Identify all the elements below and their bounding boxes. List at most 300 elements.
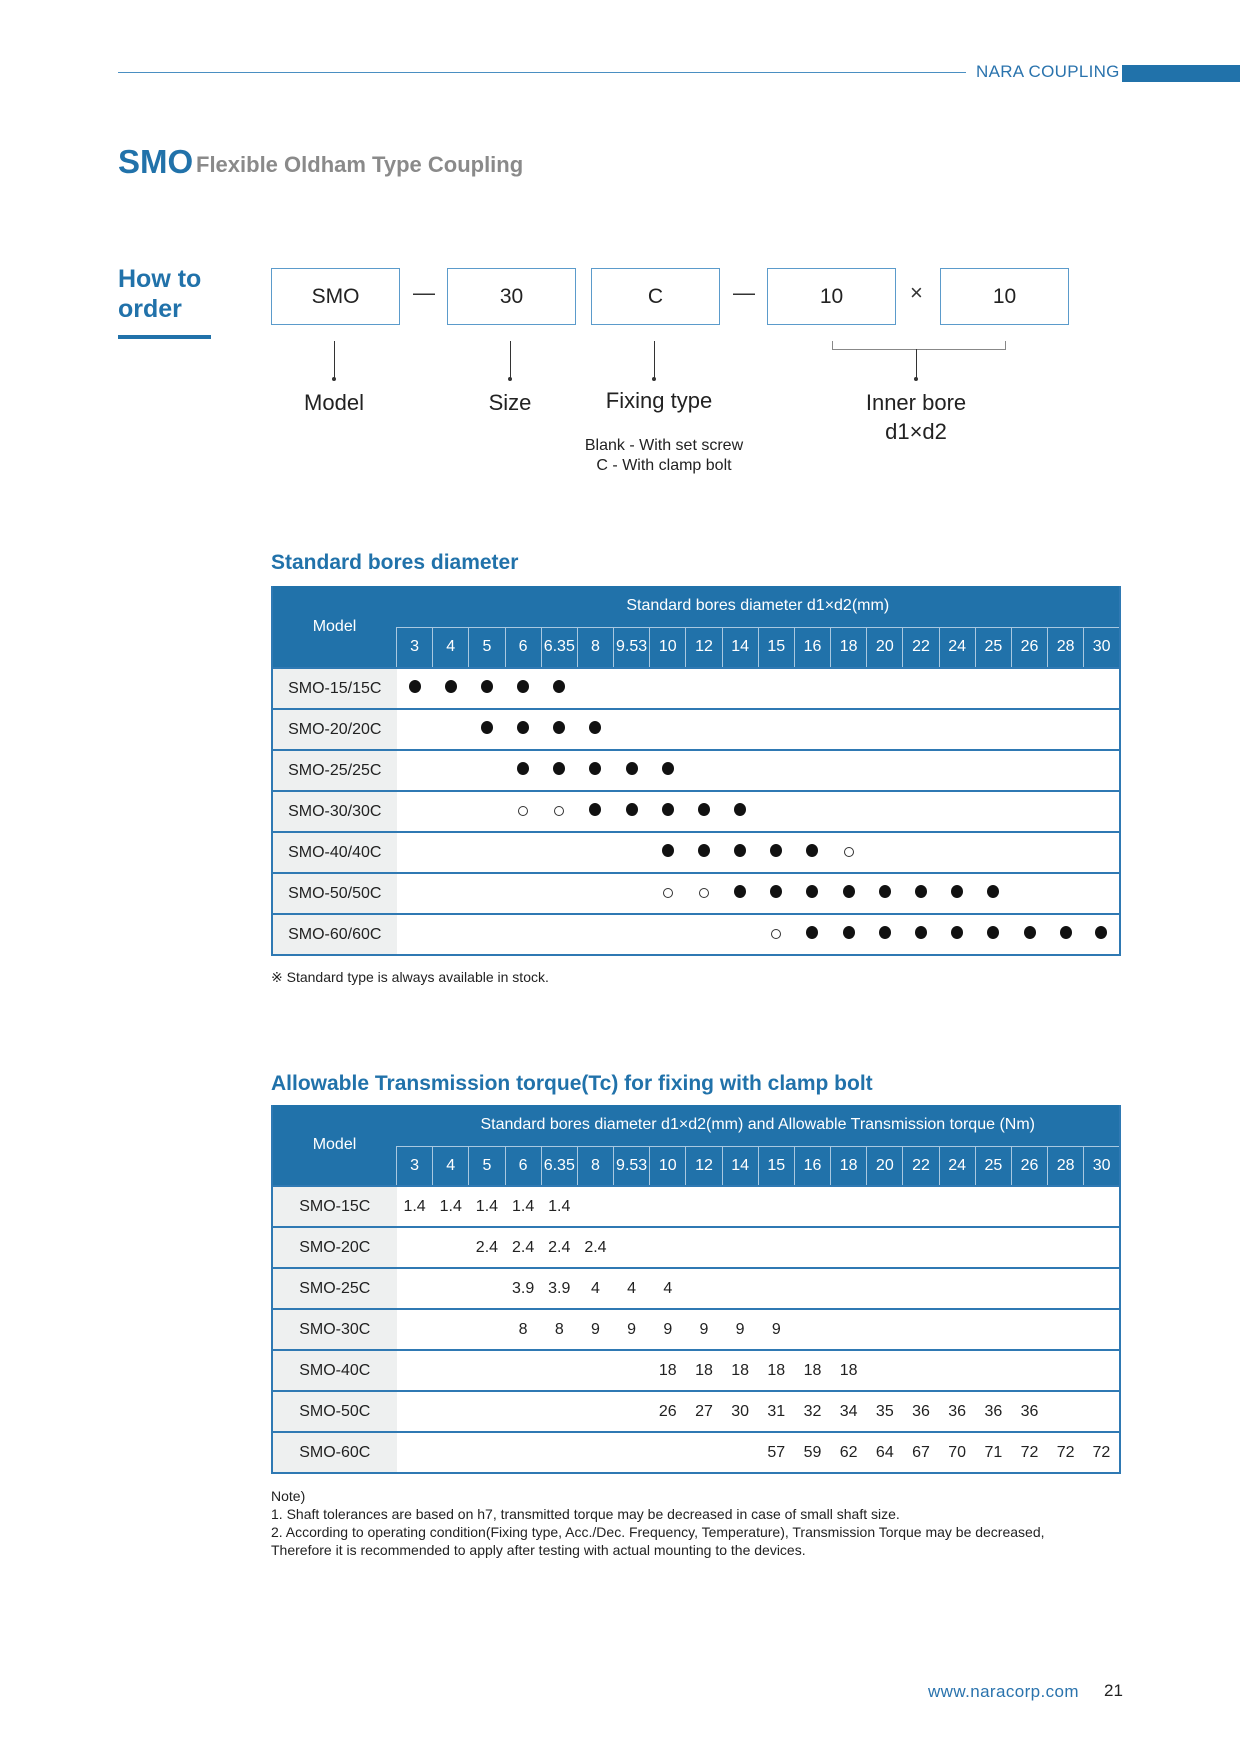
torque-cell: 1.4 bbox=[469, 1186, 505, 1227]
filled-circle-icon bbox=[553, 762, 565, 775]
availability-cell bbox=[433, 668, 469, 709]
torque-cell: 35 bbox=[867, 1391, 903, 1432]
availability-cell bbox=[397, 750, 433, 791]
torque-cell: 2.4 bbox=[577, 1227, 613, 1268]
availability-cell bbox=[939, 873, 975, 914]
torque-cell bbox=[614, 1391, 650, 1432]
torque-cell bbox=[903, 1309, 939, 1350]
availability-cell bbox=[686, 832, 722, 873]
size-header-cell: 6.35 bbox=[541, 1146, 577, 1186]
size-header-cell: 10 bbox=[650, 627, 686, 668]
torque-cell bbox=[1048, 1268, 1084, 1309]
torque-cell: 9 bbox=[577, 1309, 613, 1350]
size-header-cell: 30 bbox=[1084, 627, 1120, 668]
torque-cell bbox=[722, 1186, 758, 1227]
size-header-cell: 18 bbox=[831, 1146, 867, 1186]
torque-cell bbox=[686, 1186, 722, 1227]
fixing-note-c: C - With clamp bolt bbox=[596, 457, 732, 474]
fixing-type-notes bbox=[554, 436, 774, 476]
heading-underline bbox=[118, 335, 211, 339]
availability-cell bbox=[1011, 791, 1047, 832]
table-row bbox=[272, 1350, 1120, 1391]
filled-circle-icon bbox=[951, 885, 963, 898]
availability-cell bbox=[469, 914, 505, 955]
table-row bbox=[272, 1432, 1120, 1473]
torque-cell bbox=[541, 1432, 577, 1473]
torque-cell bbox=[794, 1309, 830, 1350]
torque-cell: 18 bbox=[722, 1350, 758, 1391]
torque-cell bbox=[577, 1391, 613, 1432]
availability-cell bbox=[469, 873, 505, 914]
availability-cell bbox=[903, 791, 939, 832]
bores-table bbox=[271, 586, 1121, 956]
label-inner-bore-line2: d1×d2 bbox=[885, 419, 947, 444]
torque-cell: 57 bbox=[758, 1432, 794, 1473]
availability-cell bbox=[686, 709, 722, 750]
torque-cell: 36 bbox=[1011, 1391, 1047, 1432]
torque-cell bbox=[867, 1186, 903, 1227]
availability-cell bbox=[758, 750, 794, 791]
connector-dot bbox=[652, 377, 656, 381]
open-circle-icon bbox=[554, 806, 564, 816]
torque-cell bbox=[505, 1432, 541, 1473]
table-row bbox=[272, 1391, 1120, 1432]
torque-cell bbox=[1011, 1309, 1047, 1350]
torque-cell bbox=[831, 1227, 867, 1268]
filled-circle-icon bbox=[843, 885, 855, 898]
availability-cell bbox=[614, 832, 650, 873]
availability-cell bbox=[831, 873, 867, 914]
size-header-cell: 8 bbox=[577, 627, 613, 668]
torque-cell: 9 bbox=[614, 1309, 650, 1350]
model-cell: SMO-40C bbox=[272, 1350, 397, 1391]
size-header-cell: 12 bbox=[686, 1146, 722, 1186]
group-header: Standard bores diameter d1×d2(mm) and Allowable Transmission torque (Nm) bbox=[397, 1105, 1121, 1146]
table-row bbox=[272, 1268, 1120, 1309]
size-header-cell: 28 bbox=[1048, 1146, 1084, 1186]
availability-cell bbox=[758, 709, 794, 750]
order-separator-dash: — bbox=[733, 280, 755, 305]
availability-cell bbox=[433, 914, 469, 955]
torque-cell bbox=[1084, 1227, 1120, 1268]
availability-cell bbox=[577, 832, 613, 873]
filled-circle-icon bbox=[662, 803, 674, 816]
availability-cell bbox=[1084, 668, 1120, 709]
size-header-cell: 5 bbox=[469, 627, 505, 668]
torque-cell: 2.4 bbox=[505, 1227, 541, 1268]
torque-cell bbox=[794, 1227, 830, 1268]
availability-cell bbox=[758, 873, 794, 914]
torque-cell: 26 bbox=[650, 1391, 686, 1432]
torque-cell bbox=[831, 1186, 867, 1227]
torque-cell bbox=[686, 1268, 722, 1309]
bores-section-title: Standard bores diameter bbox=[271, 551, 519, 574]
availability-cell bbox=[939, 914, 975, 955]
size-header-cell: 20 bbox=[867, 1146, 903, 1186]
model-cell: SMO-30/30C bbox=[272, 791, 397, 832]
torque-cell bbox=[975, 1268, 1011, 1309]
size-header-cell: 25 bbox=[975, 1146, 1011, 1186]
torque-cell: 9 bbox=[722, 1309, 758, 1350]
availability-cell bbox=[975, 832, 1011, 873]
torque-cell: 64 bbox=[867, 1432, 903, 1473]
size-header-cell: 6.35 bbox=[541, 627, 577, 668]
availability-cell bbox=[1048, 832, 1084, 873]
filled-circle-icon bbox=[698, 803, 710, 816]
torque-cell: 1.4 bbox=[433, 1186, 469, 1227]
availability-cell bbox=[975, 873, 1011, 914]
availability-cell bbox=[505, 750, 541, 791]
filled-circle-icon bbox=[770, 844, 782, 857]
availability-cell bbox=[939, 750, 975, 791]
availability-cell bbox=[397, 791, 433, 832]
torque-cell bbox=[686, 1227, 722, 1268]
torque-cell bbox=[1084, 1186, 1120, 1227]
torque-cell bbox=[1084, 1309, 1120, 1350]
filled-circle-icon bbox=[734, 885, 746, 898]
torque-cell bbox=[939, 1309, 975, 1350]
torque-section-title: Allowable Transmission torque(Tc) for fixing with clamp bolt bbox=[271, 1072, 873, 1095]
availability-cell bbox=[939, 709, 975, 750]
availability-cell bbox=[831, 791, 867, 832]
torque-cell: 72 bbox=[1011, 1432, 1047, 1473]
model-cell: SMO-15/15C bbox=[272, 668, 397, 709]
size-header-cell: 22 bbox=[903, 627, 939, 668]
torque-cell bbox=[831, 1309, 867, 1350]
torque-cell bbox=[867, 1227, 903, 1268]
filled-circle-icon bbox=[517, 721, 529, 734]
availability-cell bbox=[614, 709, 650, 750]
availability-cell bbox=[1048, 709, 1084, 750]
availability-cell bbox=[577, 709, 613, 750]
availability-cell bbox=[758, 832, 794, 873]
torque-cell: 1.4 bbox=[541, 1186, 577, 1227]
torque-cell bbox=[650, 1432, 686, 1473]
table-row bbox=[272, 1227, 1120, 1268]
availability-cell bbox=[975, 709, 1011, 750]
fixing-note-blank: Blank - With set screw bbox=[584, 437, 744, 454]
size-header-cell: 4 bbox=[433, 1146, 469, 1186]
table-row bbox=[272, 668, 1120, 709]
model-column-header: Model bbox=[272, 586, 397, 668]
availability-cell bbox=[469, 832, 505, 873]
torque-cell bbox=[433, 1309, 469, 1350]
size-header-cell: 6 bbox=[505, 627, 541, 668]
size-header-cell: 9.53 bbox=[614, 1146, 650, 1186]
torque-cell: 18 bbox=[650, 1350, 686, 1391]
product-subtitle: Flexible Oldham Type Coupling bbox=[196, 152, 524, 177]
torque-cell bbox=[867, 1350, 903, 1391]
availability-cell bbox=[794, 873, 830, 914]
torque-cell: 30 bbox=[722, 1391, 758, 1432]
availability-cell bbox=[867, 791, 903, 832]
torque-cell bbox=[1084, 1268, 1120, 1309]
filled-circle-icon bbox=[481, 680, 493, 693]
product-code: SMO bbox=[118, 143, 194, 180]
availability-cell bbox=[433, 791, 469, 832]
torque-cell bbox=[614, 1186, 650, 1227]
filled-circle-icon bbox=[626, 762, 638, 775]
availability-cell bbox=[1084, 873, 1120, 914]
availability-cell bbox=[614, 791, 650, 832]
availability-cell bbox=[722, 668, 758, 709]
filled-circle-icon bbox=[517, 762, 529, 775]
torque-cell: 9 bbox=[686, 1309, 722, 1350]
availability-cell bbox=[939, 791, 975, 832]
torque-cell bbox=[1048, 1391, 1084, 1432]
availability-cell bbox=[650, 791, 686, 832]
connector-line bbox=[334, 341, 335, 379]
filled-circle-icon bbox=[1095, 926, 1107, 939]
filled-circle-icon bbox=[1024, 926, 1036, 939]
torque-cell bbox=[722, 1432, 758, 1473]
filled-circle-icon bbox=[915, 926, 927, 939]
torque-cell bbox=[794, 1268, 830, 1309]
filled-circle-icon bbox=[589, 721, 601, 734]
availability-cell bbox=[794, 914, 830, 955]
filled-circle-icon bbox=[806, 885, 818, 898]
open-circle-icon bbox=[844, 847, 854, 857]
availability-cell bbox=[686, 791, 722, 832]
availability-cell bbox=[794, 668, 830, 709]
torque-cell bbox=[505, 1391, 541, 1432]
size-header-cell: 6 bbox=[505, 1146, 541, 1186]
label-size: Size bbox=[488, 390, 532, 415]
order-separator-times: × bbox=[910, 280, 923, 305]
torque-cell bbox=[758, 1268, 794, 1309]
torque-cell bbox=[1011, 1350, 1047, 1391]
availability-cell bbox=[867, 914, 903, 955]
label-inner-bore-line1: Inner bore bbox=[865, 390, 967, 415]
note-line: 1. Shaft tolerances are based on h7, transmitted torque may be decreased in case of small shaft size. bbox=[271, 1506, 900, 1522]
connector-dot bbox=[914, 377, 918, 381]
availability-cell bbox=[469, 791, 505, 832]
availability-cell bbox=[794, 791, 830, 832]
size-header-cell: 3 bbox=[397, 627, 433, 668]
availability-cell bbox=[505, 873, 541, 914]
torque-cell: 18 bbox=[831, 1350, 867, 1391]
availability-cell bbox=[975, 668, 1011, 709]
label-model: Model bbox=[304, 390, 364, 415]
torque-cell bbox=[650, 1186, 686, 1227]
torque-cell bbox=[722, 1227, 758, 1268]
availability-cell bbox=[505, 668, 541, 709]
availability-cell bbox=[686, 873, 722, 914]
filled-circle-icon bbox=[1060, 926, 1072, 939]
filled-circle-icon bbox=[589, 762, 601, 775]
availability-cell bbox=[1084, 750, 1120, 791]
group-header: Standard bores diameter d1×d2(mm) bbox=[397, 586, 1121, 627]
torque-cell bbox=[577, 1186, 613, 1227]
torque-cell: 62 bbox=[831, 1432, 867, 1473]
availability-cell bbox=[831, 668, 867, 709]
availability-cell bbox=[903, 914, 939, 955]
availability-cell bbox=[541, 709, 577, 750]
model-cell: SMO-20/20C bbox=[272, 709, 397, 750]
filled-circle-icon bbox=[445, 680, 457, 693]
availability-cell bbox=[397, 873, 433, 914]
torque-cell bbox=[722, 1268, 758, 1309]
order-box-size: 30 bbox=[447, 268, 576, 325]
connector-line bbox=[654, 341, 655, 379]
availability-cell bbox=[1011, 832, 1047, 873]
availability-cell bbox=[867, 750, 903, 791]
model-column-header: Model bbox=[272, 1105, 397, 1186]
size-header-cell: 26 bbox=[1011, 1146, 1047, 1186]
availability-cell bbox=[794, 750, 830, 791]
filled-circle-icon bbox=[662, 844, 674, 857]
availability-cell bbox=[794, 709, 830, 750]
how-to-order-line1: How to bbox=[118, 265, 202, 293]
filled-circle-icon bbox=[589, 803, 601, 816]
availability-cell bbox=[722, 709, 758, 750]
availability-cell bbox=[577, 668, 613, 709]
torque-cell bbox=[577, 1432, 613, 1473]
availability-cell bbox=[758, 914, 794, 955]
availability-cell bbox=[541, 750, 577, 791]
torque-cell bbox=[433, 1432, 469, 1473]
model-cell: SMO-60/60C bbox=[272, 914, 397, 955]
table-row bbox=[272, 914, 1120, 955]
availability-cell bbox=[469, 668, 505, 709]
availability-cell bbox=[903, 668, 939, 709]
size-header-cell: 5 bbox=[469, 1146, 505, 1186]
filled-circle-icon bbox=[843, 926, 855, 939]
filled-circle-icon bbox=[879, 926, 891, 939]
torque-cell bbox=[397, 1432, 433, 1473]
model-cell: SMO-60C bbox=[272, 1432, 397, 1473]
availability-cell bbox=[794, 832, 830, 873]
label-inner-bore bbox=[826, 388, 1006, 446]
availability-cell bbox=[831, 709, 867, 750]
availability-cell bbox=[1011, 873, 1047, 914]
table-row bbox=[272, 709, 1120, 750]
torque-cell: 18 bbox=[686, 1350, 722, 1391]
torque-cell: 34 bbox=[831, 1391, 867, 1432]
filled-circle-icon bbox=[517, 680, 529, 693]
model-cell: SMO-25/25C bbox=[272, 750, 397, 791]
availability-cell bbox=[831, 914, 867, 955]
size-header-cell: 12 bbox=[686, 627, 722, 668]
torque-cell bbox=[903, 1186, 939, 1227]
torque-cell: 3.9 bbox=[505, 1268, 541, 1309]
torque-cell bbox=[867, 1268, 903, 1309]
model-cell: SMO-20C bbox=[272, 1227, 397, 1268]
page-number: 21 bbox=[1104, 1681, 1123, 1700]
torque-cell bbox=[469, 1309, 505, 1350]
torque-cell: 32 bbox=[794, 1391, 830, 1432]
availability-cell bbox=[433, 750, 469, 791]
notes-block bbox=[271, 1487, 1123, 1559]
how-to-order-heading bbox=[118, 264, 228, 324]
table-row bbox=[272, 873, 1120, 914]
model-cell: SMO-15C bbox=[272, 1186, 397, 1227]
size-header-cell: 20 bbox=[867, 627, 903, 668]
table-row bbox=[272, 1186, 1120, 1227]
torque-cell bbox=[614, 1432, 650, 1473]
model-cell: SMO-50C bbox=[272, 1391, 397, 1432]
torque-cell: 8 bbox=[541, 1309, 577, 1350]
torque-cell bbox=[758, 1227, 794, 1268]
availability-cell bbox=[939, 668, 975, 709]
bore-bracket bbox=[832, 341, 1006, 350]
size-header-cell: 26 bbox=[1011, 627, 1047, 668]
torque-cell bbox=[397, 1227, 433, 1268]
torque-cell: 18 bbox=[794, 1350, 830, 1391]
torque-cell bbox=[975, 1186, 1011, 1227]
size-header-cell: 14 bbox=[722, 1146, 758, 1186]
torque-cell bbox=[794, 1186, 830, 1227]
size-header-cell: 30 bbox=[1084, 1146, 1120, 1186]
size-header-cell: 22 bbox=[903, 1146, 939, 1186]
website-link[interactable]: www.naracorp.com bbox=[928, 1682, 1079, 1701]
torque-cell bbox=[469, 1350, 505, 1391]
availability-cell bbox=[1048, 873, 1084, 914]
availability-cell bbox=[614, 750, 650, 791]
availability-cell bbox=[577, 750, 613, 791]
torque-cell: 36 bbox=[939, 1391, 975, 1432]
torque-cell: 36 bbox=[903, 1391, 939, 1432]
availability-cell bbox=[577, 791, 613, 832]
size-header-cell: 15 bbox=[758, 627, 794, 668]
availability-cell bbox=[1084, 832, 1120, 873]
torque-cell bbox=[433, 1391, 469, 1432]
availability-cell bbox=[433, 709, 469, 750]
open-circle-icon bbox=[699, 888, 709, 898]
availability-cell bbox=[1011, 668, 1047, 709]
order-box-bore-d1: 10 bbox=[767, 268, 896, 325]
header-accent-bar bbox=[1122, 65, 1240, 82]
torque-cell: 4 bbox=[577, 1268, 613, 1309]
availability-cell bbox=[650, 873, 686, 914]
torque-cell bbox=[903, 1227, 939, 1268]
filled-circle-icon bbox=[553, 721, 565, 734]
availability-cell bbox=[722, 873, 758, 914]
torque-table bbox=[271, 1105, 1121, 1474]
torque-cell: 4 bbox=[650, 1268, 686, 1309]
torque-cell bbox=[397, 1268, 433, 1309]
label-fixing-type: Fixing type bbox=[605, 388, 713, 413]
availability-cell bbox=[686, 914, 722, 955]
availability-cell bbox=[1048, 668, 1084, 709]
availability-cell bbox=[1011, 750, 1047, 791]
torque-cell: 4 bbox=[614, 1268, 650, 1309]
model-cell: SMO-30C bbox=[272, 1309, 397, 1350]
torque-cell bbox=[1011, 1227, 1047, 1268]
torque-cell: 27 bbox=[686, 1391, 722, 1432]
torque-cell bbox=[831, 1268, 867, 1309]
filled-circle-icon bbox=[481, 721, 493, 734]
torque-cell bbox=[903, 1350, 939, 1391]
torque-cell bbox=[1011, 1186, 1047, 1227]
torque-cell bbox=[433, 1227, 469, 1268]
torque-cell bbox=[541, 1391, 577, 1432]
filled-circle-icon bbox=[698, 844, 710, 857]
availability-cell bbox=[758, 668, 794, 709]
availability-cell bbox=[1011, 914, 1047, 955]
torque-cell: 59 bbox=[794, 1432, 830, 1473]
connector-dot bbox=[332, 377, 336, 381]
availability-cell bbox=[903, 750, 939, 791]
size-header-cell: 10 bbox=[650, 1146, 686, 1186]
availability-cell bbox=[614, 914, 650, 955]
torque-cell bbox=[1011, 1268, 1047, 1309]
open-circle-icon bbox=[518, 806, 528, 816]
torque-cell: 1.4 bbox=[397, 1186, 433, 1227]
filled-circle-icon bbox=[662, 762, 674, 775]
availability-cell bbox=[903, 873, 939, 914]
model-cell: SMO-40/40C bbox=[272, 832, 397, 873]
